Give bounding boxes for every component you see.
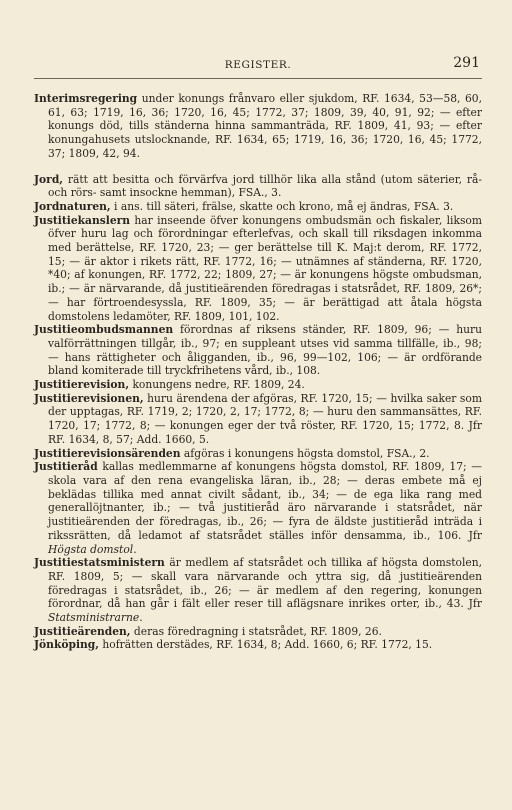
entry-tail: . (139, 611, 143, 625)
headword: Jordnaturen, (34, 199, 111, 213)
index-entry (34, 378, 482, 392)
index-entries (34, 92, 482, 652)
headword: Justitiekanslern (34, 213, 131, 227)
index-entry (34, 92, 482, 161)
index-entry (34, 460, 482, 556)
headword: Jord, (34, 172, 64, 186)
running-title: REGISTER. (224, 59, 292, 71)
page-number: 291 (453, 55, 480, 71)
index-entry (34, 447, 482, 461)
entry-text: huru ärendena der afgöras, RF. 1720, 15; — hvilka saker som der upptagas, RF. 1719, 2; 1720, 2, 17; 1772, 8; — huru den sammansättes, RF. 1720, 17; 1772, 8; — konungen eger der två röster, RF. 1720, 15; 1772, 8. Jfr RF. 1634, 8, 57; Add. 1660, 5. (48, 391, 482, 446)
headword: Justitierevision, (34, 378, 130, 392)
entry-text: deras föredragning i statsrådet, RF. 1809, 26. (130, 624, 382, 638)
headword: Justitierevisionsärenden (34, 446, 181, 460)
index-entry (34, 625, 482, 639)
headword: Justitieombudsmannen (34, 323, 174, 337)
entry-text: i ans. till säteri, frälse, skatte och krono, må ej ändras, FSA. 3. (110, 199, 454, 213)
index-entry (34, 556, 482, 625)
entry-text: rätt att besitta och förvärfva jord tillhör lika alla stånd (utom säterier, rå- och rörs- samt insockne hemman), FSA., 3. (48, 172, 482, 200)
cross-reference: Statsministrarne (48, 611, 140, 625)
index-entry (34, 638, 482, 652)
entry-text: under konungs frånvaro eller sjukdom, RF. 1634, 53—58, 60, 61, 63; 1719, 16, 36; 1720, 16, 45; 1772, 37; 1809, 39, 40, 91, 92; — efter konungs död, tills ständerna hinna sammanträda, RF. 1809, 41, 93; — efter konungahusets utslocknande, RF. 1634, 65; 1719, 16, 36; 1720, 16, 45; 1772, 37; 1809, 42, 94. (48, 92, 482, 160)
headword: Justitieråd (34, 460, 98, 474)
cross-reference: Högsta domstol (48, 542, 134, 556)
entry-text: hofrätten derstädes, RF. 1634, 8; Add. 1660, 6; RF. 1772, 15. (99, 638, 433, 652)
index-entry (34, 200, 482, 214)
entry-text: kallas medlemmarne af konungens högsta domstol, RF. 1809, 17; — skola vara af den rena evangeliska läran, ib., 28; — deras embete må ej beklädas tillika med annat civilt sådant, ib., 34; — de ega lika rang med generallöjtnanter, ib.; — två justitieråd äro närvarande i statsrådet, när justitieärenden der föredragas, ib., 26; — fyra de äldste justitieråd inträda i rikssrätten, då ledamot af statsrådet ställes inför densamma, ib., 106. Jfr (48, 460, 482, 542)
index-entry (34, 392, 482, 447)
entry-text: förordnas af riksens ständer, RF. 1809, 96; — huru valförrättningen tillgår, ib., 97; en suppleant utses vid samma tillfälle, ib., 98; — hans rättigheter och åligganden, ib., 96, 99—102, 106; — är ordförande bland komiterade till tryckfrihetens vård, ib., 108. (48, 323, 482, 378)
headword: Justitierevisionen, (34, 391, 144, 405)
entry-tail: . (133, 542, 137, 556)
headword: Justitieärenden, (34, 624, 131, 638)
headword: Jönköping, (34, 638, 99, 652)
entry-text: har inseende öfver konungens ombudsmän och fiskaler, liksom öfver huru lag och förordningar efterlefvas, och skall till riksdagen inkomma med berättelse, RF. 1720, 23; — ger berättelse till K. Maj:t derom, RF. 1772, 15; — är aktor i rikets rätt, RF. 1772, 16; — utnämnes af ständerna, RF. 1720, *40; af konungen, RF. 1772, 22; 1809, 27; — är konungens högste ombudsman, ib.; — är närvarande, då justitieärenden föredragas i statsrådet, RF. 1809, 26*; — har förtroendesyssla, RF. 1809, 35; — är berättigad att åtala högsta domstolens ledamöter, RF. 1809, 101, 102. (48, 213, 482, 323)
headword: Justitiestatsministern (34, 556, 165, 570)
entry-text: konungens nedre, RF. 1809, 24. (129, 378, 305, 392)
index-entry (34, 173, 482, 200)
page-header (34, 52, 482, 79)
index-entry (34, 214, 482, 324)
index-entry (34, 323, 482, 378)
entry-text: är medlem af statsrådet och tillika af högsta domstolen, RF. 1809, 5; — skall vara närvarande och yttra sig, då justitieärenden föredragas i statsrådet, ib., 26; — är medlem af den regering, konungen förordnar, då han går i fält eller reser till aflägsnare inrikes orter, ib., 43. Jfr (48, 556, 482, 611)
headword: Interimsregering (34, 92, 138, 105)
entry-text: afgöras i konungens högsta domstol, FSA., 2. (180, 446, 430, 460)
